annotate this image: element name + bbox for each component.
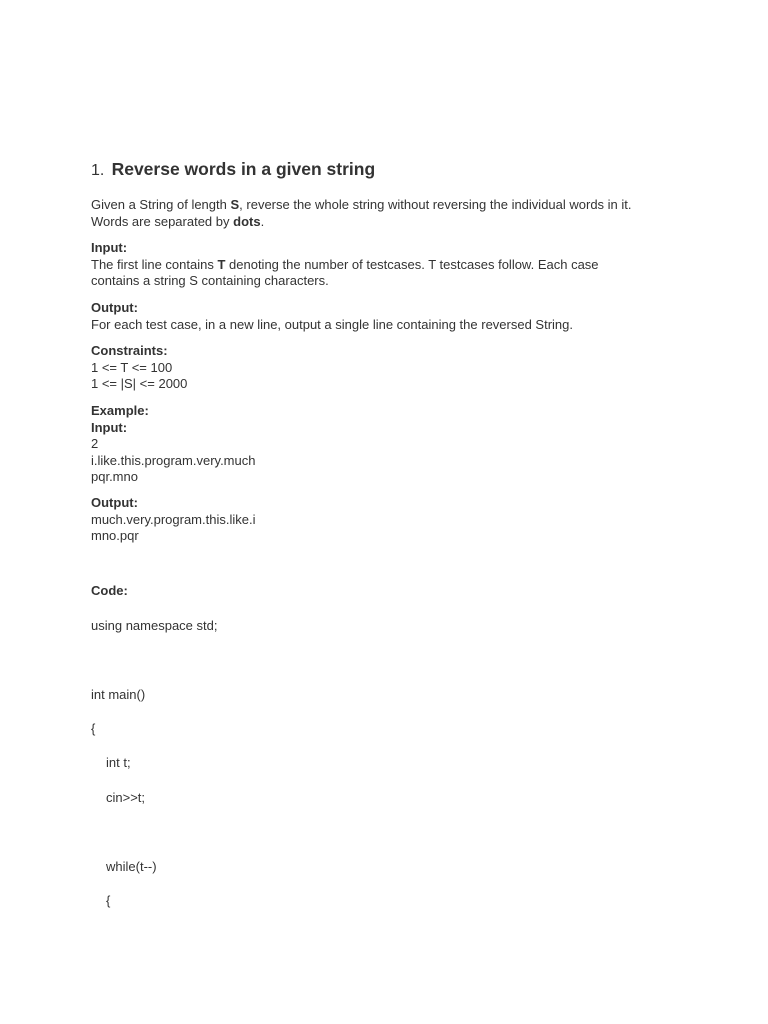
input-section [91, 240, 691, 290]
intro-dots: dots [233, 213, 261, 229]
example-input-line: 2 [91, 436, 99, 451]
code-line: int t; [106, 755, 131, 770]
intro-text: , reverse the whole string without reversing the individual words in it. [239, 197, 632, 212]
code-line: while(t--) [106, 859, 157, 874]
output-label: Output: [91, 300, 138, 315]
input-T: T [217, 256, 226, 272]
input-label: Input: [91, 240, 128, 255]
example-input-label: Input: [91, 419, 128, 435]
input-text: contains a string S containing characters. [91, 273, 329, 288]
constraints-section [91, 343, 691, 393]
intro-text: . [260, 213, 265, 229]
example-output-label: Output: [91, 495, 138, 510]
example-output-line: much.very.program.this.like.i [91, 511, 256, 527]
heading-title: Reverse words in a given string [111, 159, 376, 179]
output-section [91, 300, 691, 333]
example-label: Example: [91, 403, 149, 418]
example-section [91, 403, 691, 486]
code-line: int main() [91, 687, 146, 702]
constraints-label: Constraints: [91, 343, 168, 358]
page-title [91, 158, 375, 180]
example-output-line: mno.pqr [91, 528, 139, 543]
code-line: cin>>t; [106, 790, 146, 805]
constraint-line: 1 <= |S| <= 2000 [91, 376, 188, 391]
intro-text: Given a String of length [91, 197, 231, 212]
input-text: denoting the number of testcases. T testcases follow. Each case [225, 256, 599, 272]
output-text: For each test case, in a new line, output a single line containing the reversed String. [91, 316, 574, 332]
intro-S: S [230, 197, 240, 212]
example-input-line: pqr.mno [91, 469, 138, 484]
intro-paragraph [91, 197, 691, 230]
example-output-section [91, 495, 691, 545]
code-line: { [91, 721, 96, 736]
constraint-line: 1 <= T <= 100 [91, 359, 173, 375]
intro-text: Words are separated by [91, 213, 234, 229]
heading-number: 1. [91, 162, 105, 179]
code-line: using namespace std; [91, 618, 218, 633]
input-text: The first line contains [91, 256, 218, 272]
code-label: Code: [91, 583, 128, 598]
example-input-line: i.like.this.program.very.much [91, 452, 256, 468]
code-line: { [106, 893, 111, 908]
